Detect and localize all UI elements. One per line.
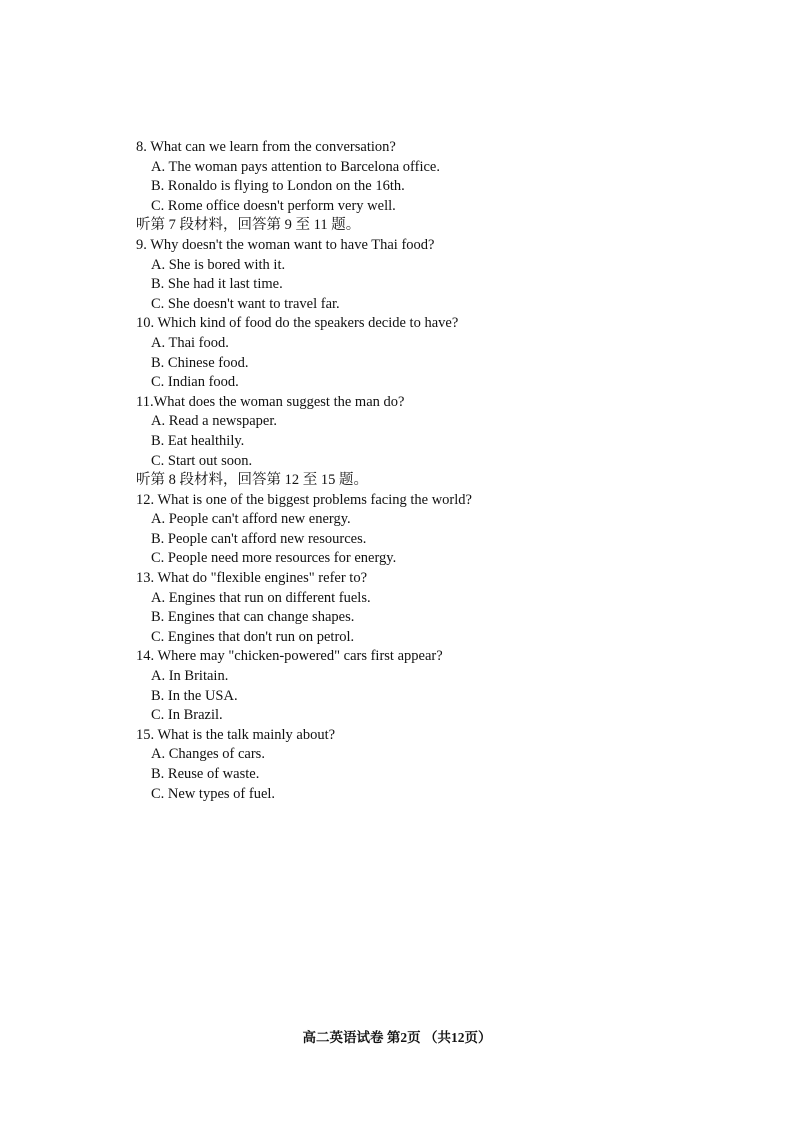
question-text: 8. What can we learn from the conversation? [136,139,396,155]
answer-option: C. She doesn't want to travel far. [151,295,340,312]
answer-option: B. Ronaldo is flying to London on the 16th. [151,178,405,195]
answer-option: C. Rome office doesn't perform very well. [151,197,396,214]
answer-option: C. New types of fuel. [151,785,276,802]
answer-option: A. Changes of cars. [151,746,265,763]
answer-option: C. Start out soon. [151,452,253,469]
question-text: 9. Why doesn't the woman want to have Thai food? [136,236,435,253]
answer-option: A. In Britain. [151,668,229,685]
answer-option: A. People can't afford new energy. [151,511,351,528]
question-text: 15. What is the talk mainly about? [136,726,336,743]
question-text: 11.What does the woman suggest the man do? [136,393,405,410]
answer-option: A. Read a newspaper. [151,413,278,430]
question-text: 12. What is one of the biggest problems facing the world? [136,491,472,508]
answer-option: C. In Brazil. [151,707,223,724]
section-instruction: 听第 7 段材料，回答第 9 至 11 题。 [136,217,361,234]
answer-option: B. She had it last time. [151,276,283,293]
question-text: 14. Where may "chicken-powered" cars first appear? [136,648,443,665]
answer-option: A. Engines that run on different fuels. [151,589,371,606]
answer-option: B. In the USA. [151,687,238,704]
answer-option: B. Engines that can change shapes. [151,609,355,626]
answer-option: A. She is bored with it. [151,256,286,273]
answer-option: C. People need more resources for energy. [151,550,397,567]
answer-option: A. The woman pays attention to Barcelona office. [151,158,440,175]
answer-option: C. Engines that don't run on petrol. [151,628,355,645]
answer-option: A. Thai food. [151,334,229,351]
question-text: 13. What do "flexible engines" refer to? [136,570,368,587]
answer-option: C. Indian food. [151,374,239,391]
answer-option: B. People can't afford new resources. [151,530,367,547]
answer-option: B. Eat healthily. [151,432,245,449]
section-instruction: 听第 8 段材料，回答第 12 至 15 题。 [136,472,368,489]
answer-option: B. Reuse of waste. [151,766,260,782]
exam-content [136,138,696,804]
page-footer: 高二英语试卷 第2页 （共12页） [302,1030,492,1045]
question-text: 10. Which kind of food do the speakers decide to have? [136,315,459,332]
answer-option: B. Chinese food. [151,354,249,371]
